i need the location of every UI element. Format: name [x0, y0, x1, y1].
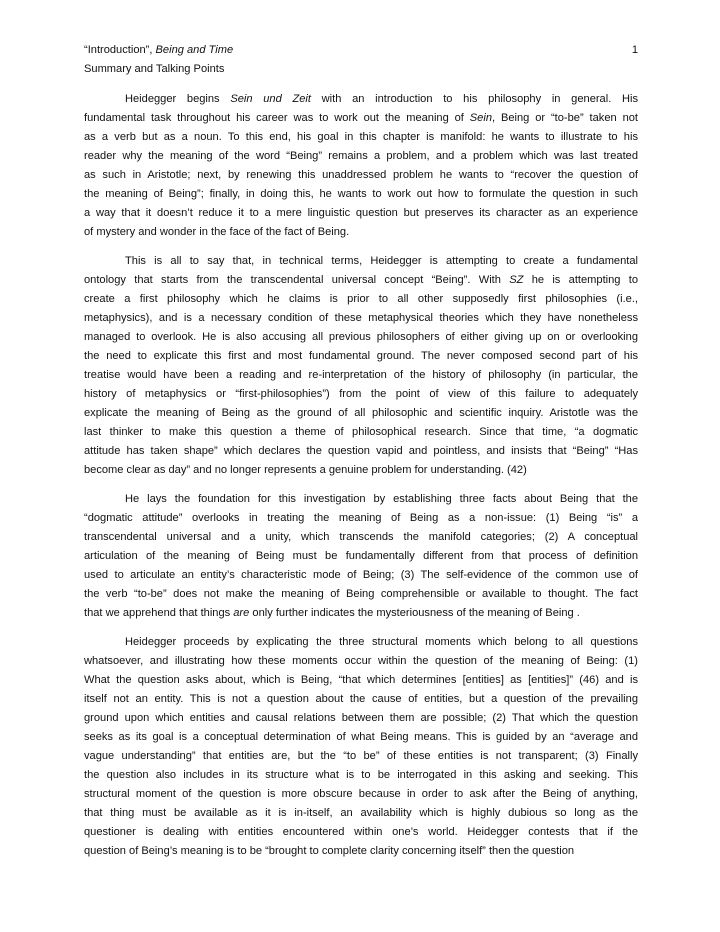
text-line [84, 290, 638, 309]
text-line [84, 90, 638, 109]
text-run: that thing must be available as it is in-itself, an availability which is highly dubious so long as the [84, 807, 638, 819]
text-line [84, 604, 638, 623]
document-body [84, 90, 638, 871]
text-line [84, 442, 638, 461]
italic-text: Sein [469, 112, 492, 124]
text-line [84, 547, 638, 566]
text-line [84, 728, 638, 747]
text-line [84, 766, 638, 785]
text-run: vague understanding” that entities are, but the “to be” of these entities is not transparent; (3) Finally [84, 750, 638, 762]
text-line [84, 404, 638, 423]
text-run: itself not an entity. This is not a question about the cause of entities, but a question of the prevailing [84, 693, 638, 705]
text-run: Heidegger proceeds by explicating the three structural moments which belong to all questions [125, 636, 638, 648]
text-line [84, 690, 638, 709]
text-run: reader why the meaning of the word “Being” remains a problem, and a problem which was last treated [84, 150, 638, 162]
text-run: history of metaphysics or “first-philosophies”) from the point of view of this failure to adequately [84, 388, 638, 400]
text-line [84, 566, 638, 585]
text-run: last thinker to make this question a theme of philosophical research. Since that time, “a dogmatic [84, 426, 638, 438]
text-run: the verb “to-be” does not make the meaning of Being comprehensible or available to thought. The fact [84, 588, 638, 600]
text-run: as such in Aristotle; next, by renewing this unaddressed problem he wants to “recover the question of [84, 169, 638, 181]
text-run: attitude has taken shape” which declares the question vapid and pointless, and insists that “Being” “Has [84, 445, 638, 457]
text-line [84, 366, 638, 385]
text-line [84, 347, 638, 366]
text-run: structural moment of the question is more obscure because in order to ask after the Being of anything, [84, 788, 638, 800]
text-line [84, 585, 638, 604]
text-run: ontology that starts from the transcendental universal concept “Being”. With [84, 274, 510, 286]
text-line [84, 204, 638, 223]
text-line [84, 747, 638, 766]
page-header [84, 41, 638, 79]
text-run: metaphysics), and is a necessary condition of these metaphysical theories which they have nonetheless [84, 312, 638, 324]
text-run: as a verb but as a noun. To this end, his goal in this chapter is manifold: he wants to illustrate to his [84, 131, 638, 143]
text-line [84, 785, 638, 804]
text-run: explicate the meaning of Being as the ground of all philosophic and scientific inquiry. Aristotle was the [84, 407, 638, 419]
text-line [84, 652, 638, 671]
text-line [84, 509, 638, 528]
text-run: he is attempting to [523, 274, 639, 286]
paragraph [84, 90, 638, 242]
title-prefix: “Introduction”, [84, 44, 156, 56]
text-run: , Being or “to-be” taken not [492, 112, 638, 124]
text-line [84, 671, 638, 690]
text-line [84, 252, 638, 271]
text-run: He lays the foundation for this investigation by establishing three facts about Being that the [125, 493, 638, 505]
text-run: managed to overlook. He is also accusing all previous philosophers of either giving up on or overlooking [84, 331, 638, 343]
text-run: of mystery and wonder in the face of the fact of Being. [84, 226, 350, 238]
text-line [84, 328, 638, 347]
text-run: This is all to say that, in technical terms, Heidegger is attempting to create a fundamental [125, 255, 638, 267]
text-run: the meaning of Being”; finally, in doing this, he wants to work out how to formulate the question in such [84, 188, 638, 200]
paragraph [84, 490, 638, 623]
text-line [84, 823, 638, 842]
italic-text: are [233, 607, 250, 619]
text-line [84, 461, 638, 480]
page-number: 1 [631, 44, 638, 56]
text-run: the need to explicate this first and most fundamental ground. The never composed second part of his [84, 350, 638, 362]
text-line [84, 804, 638, 823]
text-run: the question also includes in its structure what is to be interrogated in this asking and seeking. This [84, 769, 638, 781]
text-run: questioner is dealing with entities encountered within one’s world. Heidegger contests that if the [84, 826, 638, 838]
paragraph [84, 633, 638, 861]
text-run: transcendental universal and a unity, which transcends the manifold categories; (2) A conceptual [84, 531, 638, 543]
text-line [84, 147, 638, 166]
document-subtitle: Summary and Talking Points [84, 63, 225, 75]
text-line [84, 223, 638, 242]
italic-text: Sein und Zeit [230, 93, 311, 105]
text-line [84, 842, 638, 861]
text-run: ground upon which entities and causal relations between them are possible; (2) That which the question [84, 712, 638, 724]
text-run: become clear as day” and no longer represents a genuine problem for understanding. (42) [84, 464, 527, 476]
text-line [84, 528, 638, 547]
text-run: question of Being’s meaning is to be “brought to complete clarity concerning itself” then the question [84, 845, 575, 857]
text-line [84, 709, 638, 728]
text-line [84, 423, 638, 442]
text-line [84, 385, 638, 404]
text-line [84, 109, 638, 128]
text-run: a way that it doesn’t reduce it to a mere linguistic question but preserves its character as an experience [84, 207, 638, 219]
document-title [84, 41, 638, 60]
text-run: with an introduction to his philosophy in general. His [310, 93, 639, 105]
text-line [84, 490, 638, 509]
text-line [84, 271, 638, 290]
text-run: create a first philosophy which he claims is prior to all other supposedly first philosophies (i.e., [84, 293, 638, 305]
text-run: that we apprehend that things [84, 607, 234, 619]
text-run: “dogmatic attitude” overlooks in treating the meaning of Being as a non-issue: (1) Being “is” a [84, 512, 638, 524]
text-run: whatsoever, and illustrating how these moments occur within the question of the meaning of Being: (1) [84, 655, 638, 667]
title-italic: Being and Time [155, 44, 234, 56]
text-run: articulation of the meaning of Being must be fundamentally different from that process of definition [84, 550, 638, 562]
text-run: fundamental task throughout his career was to work out the meaning of [84, 112, 470, 124]
text-run: seeks as its goal is a conceptual determination of what Being means. This is guided by an “average and [84, 731, 638, 743]
text-run: only further indicates the mysteriousness of the meaning of Being . [249, 607, 580, 619]
text-line [84, 166, 638, 185]
text-line [84, 185, 638, 204]
text-run: used to articulate an entity’s characteristic mode of Being; (3) The self-evidence of the common use of [84, 569, 638, 581]
text-run: Heidegger begins [125, 93, 231, 105]
text-run: What the question asks about, which is Being, “that which determines [entities] as [entities]” (46) and is [84, 674, 638, 686]
text-run: treatise would have been a reading and re-interpretation of the history of philosophy (in particular, the [84, 369, 638, 381]
italic-text: SZ [509, 274, 524, 286]
text-line [84, 633, 638, 652]
paragraph [84, 252, 638, 480]
text-line [84, 128, 638, 147]
text-line [84, 309, 638, 328]
